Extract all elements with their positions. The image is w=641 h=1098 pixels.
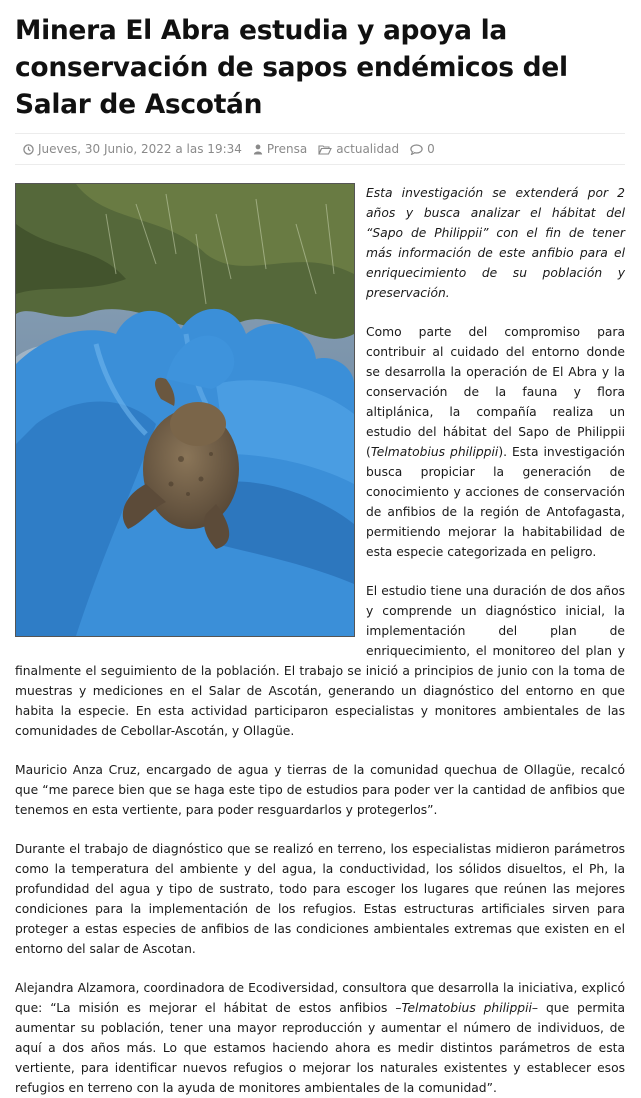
meta-comments[interactable] <box>410 142 435 156</box>
paragraph-1-after: ). Esta investigación busca propiciar la generación de conocimiento y acciones de conservación de anfibios de la región de Antofagasta, permitiendo mejorar la habitabilidad de esta especie categorizada en peligro. <box>366 445 625 559</box>
article-meta <box>15 133 625 165</box>
meta-date <box>23 142 242 156</box>
paragraph-1-before: Como parte del compromiso para contribuir al cuidado del entorno donde se desarrolla la operación de El Abra y la conservación de la fauna y flora altiplánica, la compañía realiza un estudio del hábitat del Sapo de Philippii ( <box>366 325 625 459</box>
paragraph-3: Mauricio Anza Cruz, encargado de agua y tierras de la comunidad quechua de Ollagüe, recalcó que “me parece bien que se haga este tipo de estudios para poder ver la cantidad de anfibios que tenemos en esta vertiente, para poder resguardarlos y protegerlos”. <box>15 763 625 817</box>
meta-category[interactable] <box>318 142 399 156</box>
folder-open-icon <box>318 144 332 155</box>
paragraph-5-before: Alejandra Alzamora, coordinadora de Ecodiversidad, consultora que desarrolla la iniciativa, explicó que: “La misión es mejorar el hábitat de estos anfibios – <box>15 981 625 1015</box>
article-photo <box>15 183 355 637</box>
comment-icon <box>410 144 423 155</box>
meta-category-link[interactable]: actualidad <box>336 142 400 156</box>
clock-icon <box>23 144 34 155</box>
species-name: Telmatobius philippii <box>370 445 499 459</box>
toad-photo-illustration <box>16 184 354 636</box>
meta-comments-count[interactable]: 0 <box>427 142 435 156</box>
paragraph-4: Durante el trabajo de diagnóstico que se realizó en terreno, los especialistas midieron parámetros como la temperatura del ambiente y del agua, la conductividad, los sólidos disueltos, el Ph, la profundidad del agua y tipo de sustrato, todo para escoger los lugares que reúnen las mejores condiciones para la implementación de los refugios. Estas estructuras artificiales sirven para proteger a estas especies de anfibios de las condiciones ambientales extremas que existen en el entorno del salar de Ascotan. <box>15 842 625 956</box>
lead-paragraph: Esta investigación se extenderá por 2 años y busca analizar el hábitat del “Sapo de Philippii” con el fin de tener más información de este anfibio para el enriquecimiento de su población y preservación. <box>366 186 625 300</box>
article-body <box>15 183 625 1098</box>
article-title: Minera El Abra estudia y apoya la conservación de sapos endémicos del Salar de Ascotán <box>15 15 568 120</box>
meta-date-text: Jueves, 30 Junio, 2022 a las 19:34 <box>38 142 242 156</box>
user-icon <box>253 144 263 155</box>
paragraph-5-after: – que permita aumentar su población, tener una mayor reproducción y aumentar el número de individuos, de aquí a dos años más. Lo que estamos haciendo ahora es medir distintos parámetros de esta vertiente, para identificar nuevos refugios o mejorar los naturales existentes y establecer esos refugios en terreno con la ayuda de monitores ambientales de la comunidad”. <box>15 1001 625 1095</box>
species-name: Telmatobius philippii <box>401 1001 532 1015</box>
paragraph-5 <box>15 978 625 1098</box>
meta-author-link[interactable]: Prensa <box>266 142 308 156</box>
paragraph-2: El estudio tiene una duración de dos años y comprende un diagnóstico inicial, la implementación del plan de enriquecimiento, el monitoreo del plan y finalmente el seguimiento de la población. El trabajo se inició a principios de junio con la toma de muestras y mediciones en el Salar de Ascotán, generando un diagnóstico del entorno en que habita la especie. En esta actividad participaron especialistas y monitores ambientales de las comunidades de Cebollar-Ascotán, y Ollagüe. <box>15 584 625 738</box>
meta-author[interactable] <box>253 142 307 156</box>
